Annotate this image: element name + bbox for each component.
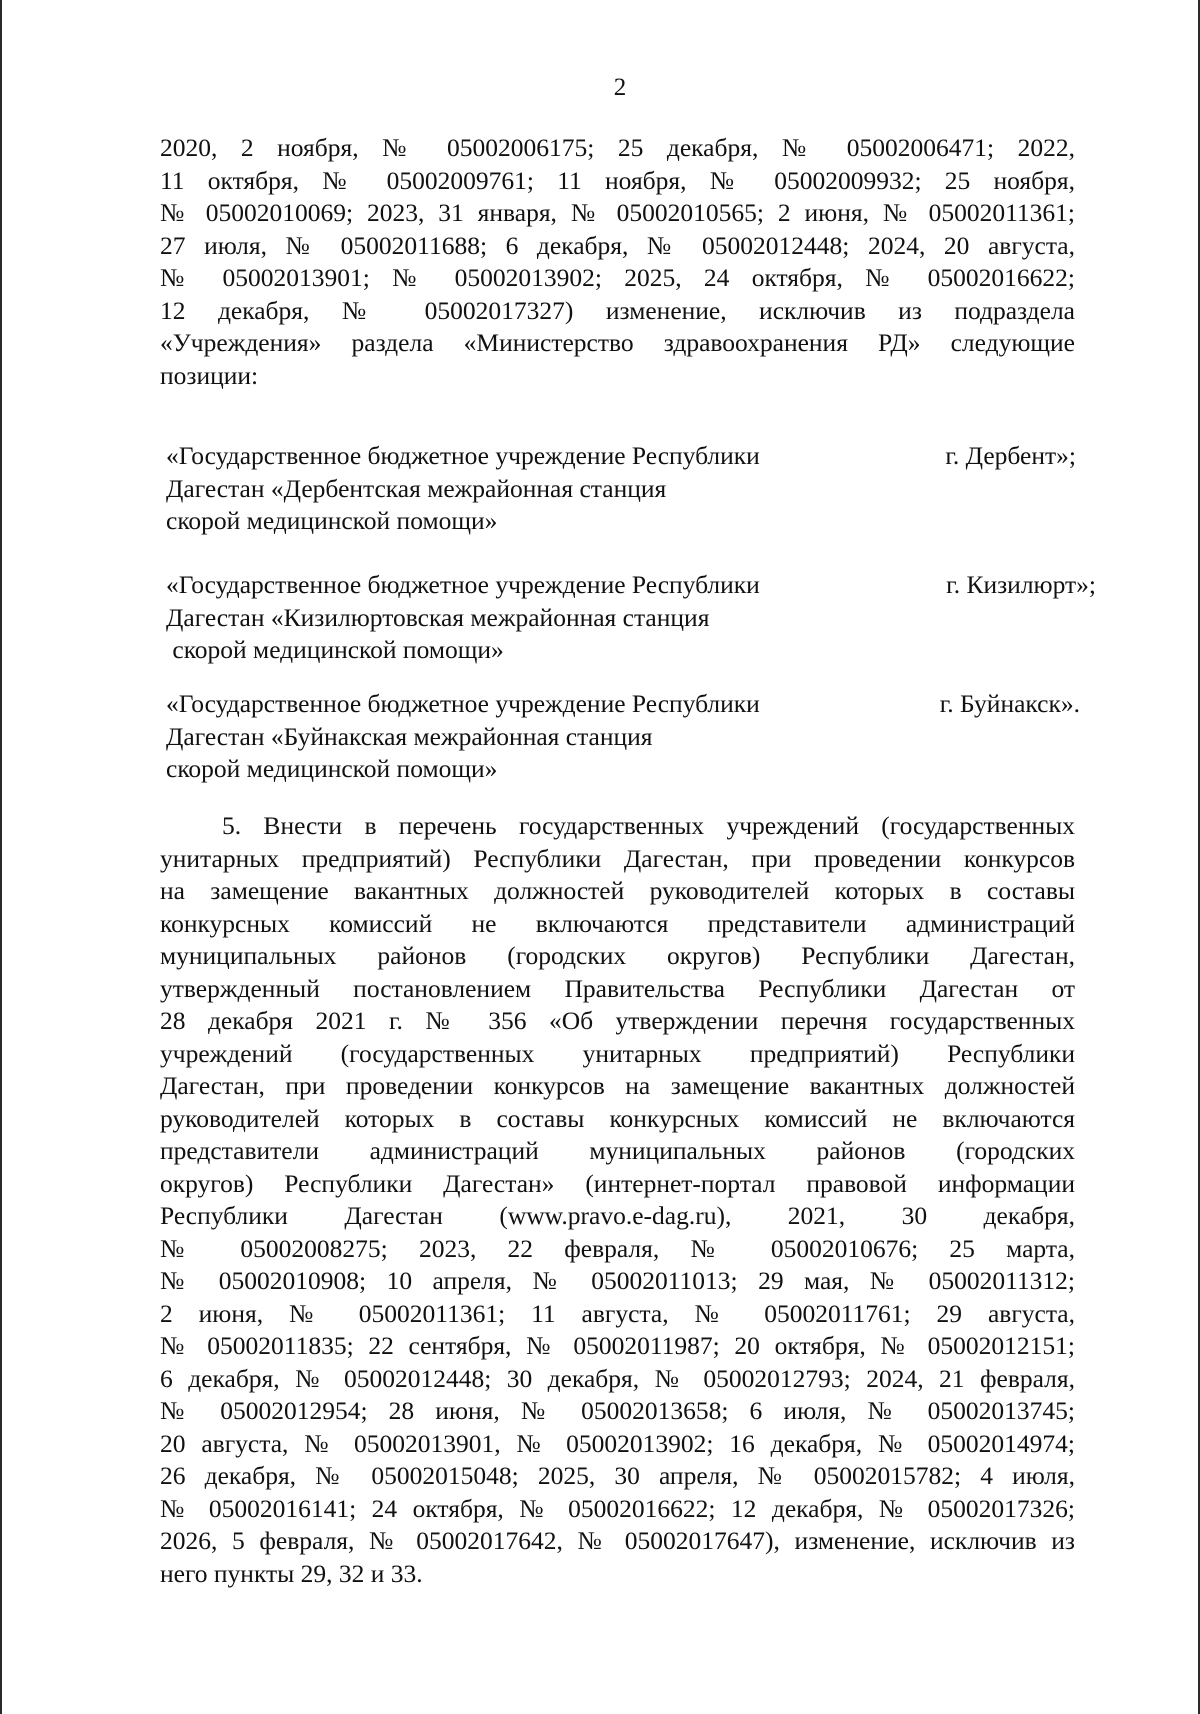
intro-line: «Учреждения» раздела «Министерство здравоохранения РД» следующие	[160, 328, 1075, 357]
paragraph-5-line: на замещение вакантных должностей руководителей которых в составы	[160, 876, 1075, 905]
paragraph-5-line: 20 августа, № 05002013901, № 05002013902; 16 декабря, № 05002014974;	[160, 1428, 1075, 1458]
institution-line: «Государственное бюджетное учреждение Республики	[166, 570, 760, 599]
institution-city: г. Дербент»;	[945, 441, 1076, 470]
paragraph-5-line: № 05002010908; 10 апреля, № 05002011013; 29 мая, № 05002011312;	[160, 1266, 1075, 1295]
paragraph-5-line: № 05002012954; 28 июня, № 05002013658; 6 июля, № 05002013745;	[160, 1396, 1075, 1425]
institution-line: «Государственное бюджетное учреждение Республики	[166, 441, 760, 470]
institution-line: Дагестан «Буйнакская межрайонная станция	[166, 721, 653, 751]
paragraph-5-line: № 05002011835; 22 сентября, № 05002011987; 20 октября, № 05002012151;	[160, 1331, 1075, 1360]
intro-line: 27 июля, № 05002011688; 6 декабря, № 05002012448; 2024, 20 августа,	[160, 230, 1075, 260]
paragraph-5-line: 5. Внести в перечень государственных учреждений (государственных	[222, 811, 1075, 840]
paragraph-5-line: представители администраций муниципальных районов (городских	[160, 1136, 1075, 1165]
paragraph-5-line: 2 июня, № 05002011361; 11 августа, № 05002011761; 29 августа,	[160, 1298, 1075, 1328]
paragraph-5-line: Республики Дагестан (www.pravo.e-dag.ru), 2021, 30 декабря,	[160, 1201, 1075, 1230]
paragraph-5-line: 26 декабря, № 05002015048; 2025, 30 апреля, № 05002015782; 4 июля,	[160, 1461, 1075, 1490]
paragraph-5-line: округов) Республики Дагестан» (интернет-портал правовой информации	[160, 1168, 1075, 1198]
paragraph-5-line: унитарных предприятий) Республики Дагестан, при проведении конкурсов	[160, 843, 1075, 873]
paragraph-5-line: учреждений (государственных унитарных предприятий) Республики	[160, 1038, 1075, 1068]
institution-entry-buynaksk	[166, 688, 1106, 786]
paragraph-5-line: конкурсных комиссий не включаются представители администраций	[160, 908, 1075, 938]
paragraph-5-line: муниципальных районов (городских округов) Республики Дагестан,	[160, 941, 1075, 970]
institution-line: Дагестан «Дербентская межрайонная станция	[166, 473, 667, 503]
institution-line: скорой медицинской помощи»	[166, 635, 504, 664]
institution-entry-kizilyurt	[166, 569, 1106, 667]
paragraph-5-line: № 05002016141; 24 октября, № 05002016622; 12 декабря, № 05002017326;	[160, 1493, 1075, 1523]
institution-city: г. Кизилюрт»;	[946, 570, 1096, 599]
intro-paragraph	[160, 132, 1075, 392]
institution-line: скорой медицинской помощи»	[166, 754, 498, 783]
institution-line: «Государственное бюджетное учреждение Республики	[166, 689, 760, 718]
paragraph-5-line: 6 декабря, № 05002012448; 30 декабря, № 05002012793; 2024, 21 февраля,	[160, 1363, 1075, 1393]
paragraph-5-line: Дагестан, при проведении конкурсов на замещение вакантных должностей	[160, 1071, 1075, 1100]
paragraph-5-line: 2026, 5 февраля, № 05002017642, № 05002017647), изменение, исключив из	[160, 1526, 1075, 1555]
institution-city: г. Буйнакск».	[939, 689, 1080, 718]
paragraph-5-line: него пункты 29, 32 и 33.	[160, 1558, 423, 1588]
paragraph-5-line: утвержденный постановлением Правительства Республики Дагестан от	[160, 973, 1075, 1003]
paragraph-5-line: № 05002008275; 2023, 22 февраля, № 05002010676; 25 марта,	[160, 1233, 1075, 1263]
intro-line: 2020, 2 ноября, № 05002006175; 25 декабря, № 05002006471; 2022,	[160, 133, 1075, 162]
intro-line: позиции:	[160, 360, 259, 390]
page-number: 2	[613, 74, 627, 101]
institution-entry-derbent	[166, 440, 1106, 538]
institution-line: скорой медицинской помощи»	[166, 506, 498, 535]
intro-line: 11 октября, № 05002009761; 11 ноября, № 05002009932; 25 ноября,	[160, 165, 1075, 195]
paragraph-5-line: руководителей которых в составы конкурсных комиссий не включаются	[160, 1103, 1075, 1133]
paragraph-5-line: 28 декабря 2021 г. № 356 «Об утверждении перечня государственных	[160, 1006, 1075, 1035]
intro-line: № 05002013901; № 05002013902; 2025, 24 октября, № 05002016622;	[160, 263, 1075, 292]
page-edge-left	[0, 0, 2, 1714]
institution-line: Дагестан «Кизилюртовская межрайонная станция	[166, 602, 710, 632]
intro-line: 12 декабря, № 05002017327) изменение, исключив из подраздела	[160, 295, 1075, 325]
paragraph-5	[160, 810, 1075, 1590]
intro-line: № 05002010069; 2023, 31 января, № 05002010565; 2 июня, № 05002011361;	[160, 198, 1075, 227]
